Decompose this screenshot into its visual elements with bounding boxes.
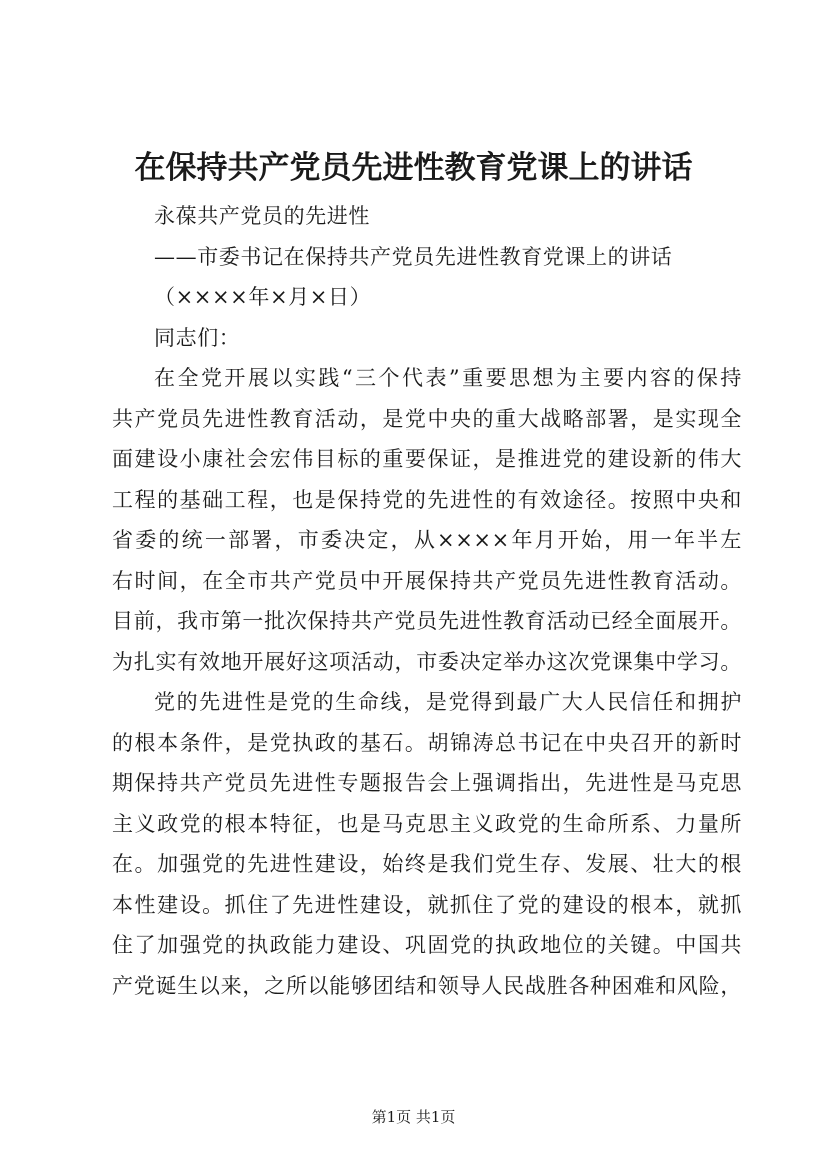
paragraph2-line: 主义政党的根本特征，也是马克思主义政党的生命所系、力量所 (112, 811, 742, 836)
paragraph1-line: 省委的统一部署，市委决定，从××××年月开始，用一年半左 (112, 528, 742, 552)
page-footer (0, 1107, 827, 1127)
document-body (112, 196, 742, 1006)
date-line: （××××年×月×日） (154, 285, 372, 309)
document-title: 在保持共产党员先进性教育党课上的讲话 (134, 150, 693, 186)
paragraph1-line: 右时间，在全市共产党员中开展保持共产党员先进性教育活动。 (112, 568, 742, 593)
page-number-label: 第1页 共1页 (371, 1108, 456, 1126)
paragraph2-line: 期保持共产党员先进性专题报告会上强调指出，先进性是马克思 (112, 771, 742, 795)
paragraph1-line: 共产党员先进性教育活动，是党中央的重大战略部署，是实现全 (112, 406, 742, 431)
paragraph1-line: 目前，我市第一批次保持共产党员先进性教育活动已经全面展开。 (112, 609, 742, 633)
byline-line: ——市委书记在保持共产党员先进性教育党课上的讲话 (154, 244, 673, 269)
paragraph2-line: 住了加强党的执政能力建设、巩固党的执政地位的关键。中国共 (112, 933, 742, 957)
greeting-line: 同志们： (154, 325, 241, 350)
paragraph1-line: 为扎实有效地开展好这项活动，市委决定举办这次党课集中学习。 (112, 649, 742, 674)
paragraph2-line: 的根本条件，是党执政的基石。胡锦涛总书记在中央召开的新时 (112, 730, 742, 755)
subtitle-line: 永葆共产党员的先进性 (154, 204, 370, 228)
paragraph1-line: 工程的基础工程，也是保持党的先进性的有效途径。按照中央和 (112, 487, 742, 512)
paragraph2-line: 产党诞生以来，之所以能够团结和领导人民战胜各种困难和风险， (112, 973, 742, 998)
paragraph1-line: 面建设小康社会宏伟目标的重要保证，是推进党的建设新的伟大 (112, 447, 742, 471)
paragraph2-line: 本性建设。抓住了先进性建设，就抓住了党的建设的根本，就抓 (112, 892, 742, 917)
paragraph2-line: 在。加强党的先进性建设，始终是我们党生存、发展、壮大的根 (112, 852, 742, 876)
paragraph1-line: 在全党开展以实践“三个代表”重要思想为主要内容的保持 (154, 366, 742, 390)
paragraph2-line: 党的先进性是党的生命线，是党得到最广大人民信任和拥护 (154, 690, 742, 714)
